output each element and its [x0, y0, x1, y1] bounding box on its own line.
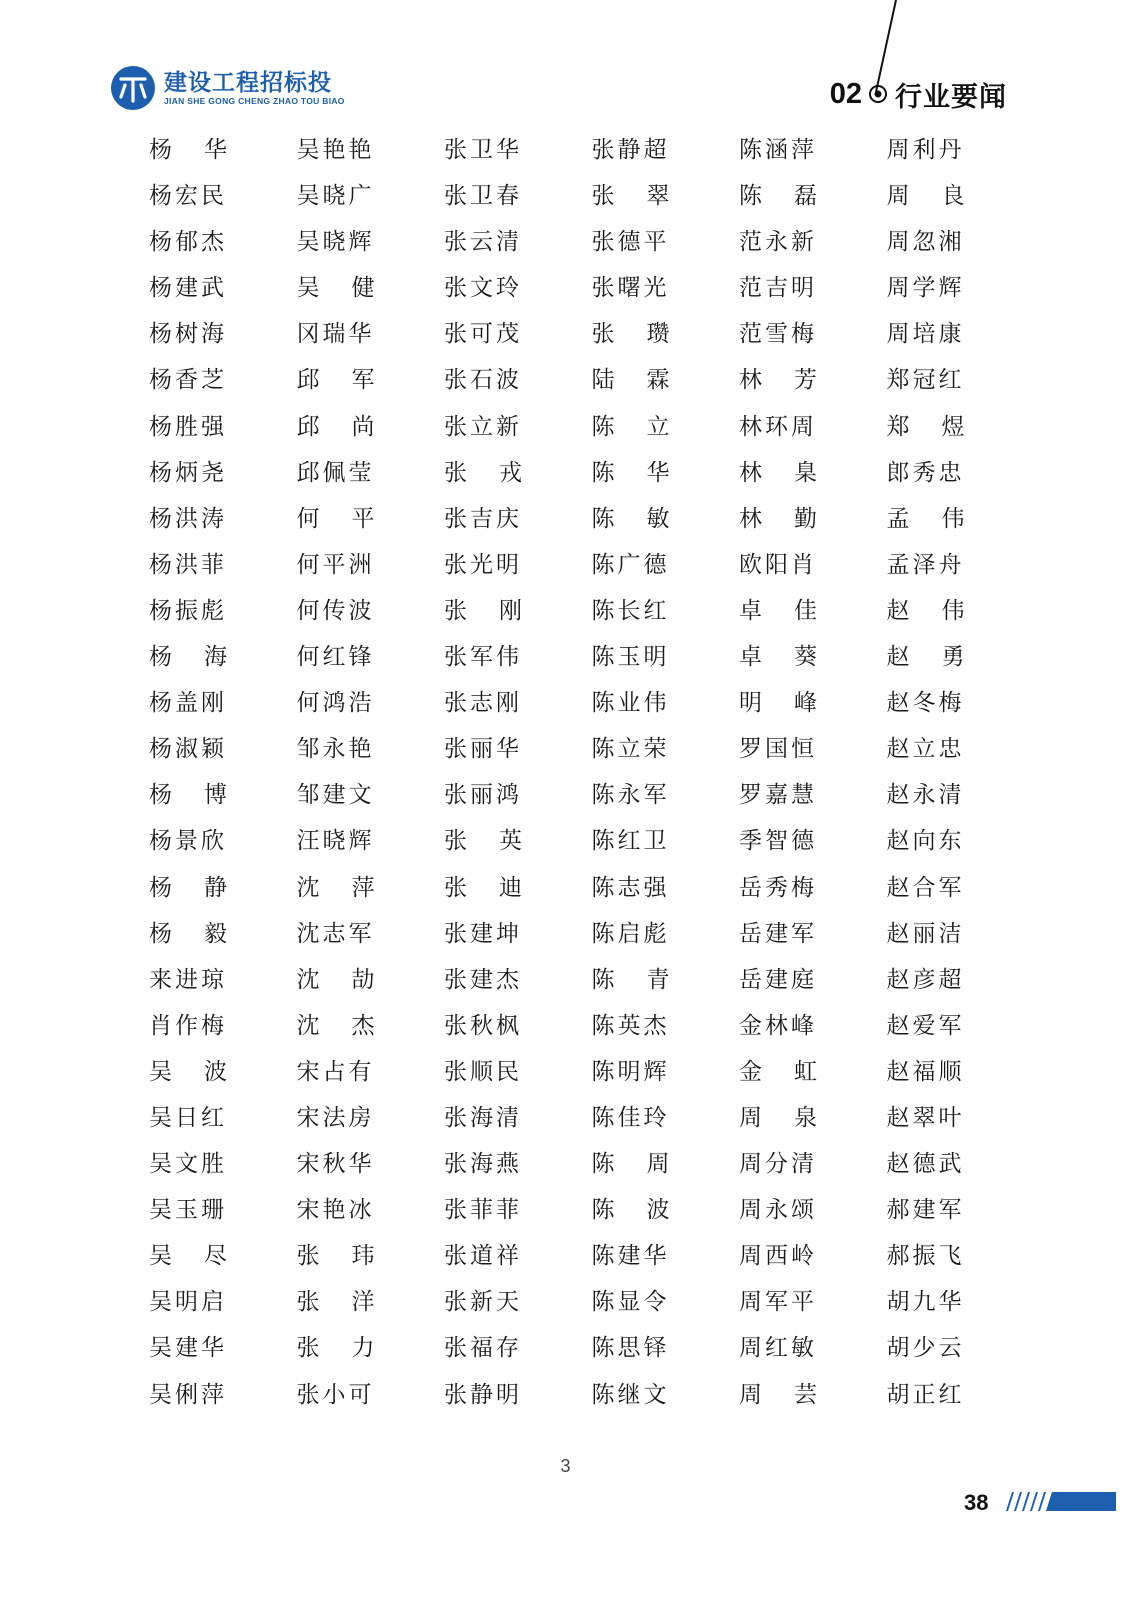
name-cell: 张建杰 [444, 966, 522, 993]
brand-name-cn: 建设工程招标投 [164, 70, 332, 96]
name-cell: 杨淑颖 [149, 736, 227, 763]
name-cell: 周军平 [739, 1289, 817, 1316]
name-cell: 陈长红 [591, 597, 670, 624]
name-cell: 邹建文 [296, 782, 375, 809]
name-cell: 欧阳肖 [739, 551, 817, 578]
name-cell: 赵彦超 [886, 966, 965, 993]
name-cell: 陈 磊 [739, 183, 817, 210]
name-cell: 吴 波 [149, 1058, 227, 1085]
name-cell: 何鸿浩 [296, 690, 375, 717]
name-cell: 陈继文 [591, 1381, 670, 1408]
name-cell: 陈思铎 [591, 1335, 670, 1362]
name-cell: 陈建华 [591, 1243, 670, 1270]
name-cell: 汪晓辉 [296, 828, 375, 855]
name-cell: 张 英 [444, 828, 522, 855]
section-title: 行业要闻 [895, 81, 1007, 113]
name-cell: 宋秋华 [296, 1151, 375, 1178]
name-cell: 周分清 [739, 1151, 817, 1178]
brand-header [110, 64, 345, 112]
name-cell: 范雪梅 [739, 321, 817, 348]
name-cell: 邱 军 [296, 367, 375, 394]
sub-page-number: 3 [560, 1456, 571, 1476]
name-cell: 周 泉 [739, 1104, 817, 1131]
name-cell: 张卫华 [444, 137, 522, 163]
name-cell: 陈佳玲 [591, 1104, 670, 1131]
name-cell: 郝振飞 [886, 1243, 965, 1270]
name-cell: 吴玉珊 [149, 1197, 227, 1224]
name-cell: 张丽鸿 [444, 782, 522, 809]
name-cell: 陈红卫 [591, 828, 670, 855]
name-cell: 赵 勇 [886, 644, 965, 671]
name-cell: 张顺民 [444, 1058, 522, 1085]
name-cell: 邹永艳 [296, 736, 375, 763]
name-cell: 陈广德 [591, 551, 670, 578]
name-cell: 何红锋 [296, 644, 375, 671]
name-cell: 张曙光 [591, 275, 670, 302]
name-cell: 来进琼 [149, 966, 227, 993]
name-cell: 陈 波 [591, 1197, 670, 1224]
name-cell: 罗嘉慧 [739, 782, 817, 809]
name-cell: 林 臬 [739, 459, 817, 486]
name-cell: 张 瓒 [591, 321, 670, 348]
name-cell: 张福存 [444, 1335, 522, 1362]
name-cell: 杨洪涛 [149, 505, 227, 532]
name-cell: 郝建军 [886, 1197, 965, 1224]
name-cell: 张丽华 [444, 736, 522, 763]
name-cell: 张海燕 [444, 1151, 522, 1178]
name-cell: 冈瑞华 [296, 321, 375, 348]
name-cell: 张静明 [444, 1381, 522, 1408]
name-cell: 宋艳冰 [296, 1197, 375, 1224]
name-cell: 张 戎 [444, 459, 522, 486]
name-cell: 张 迪 [444, 874, 522, 901]
name-cell: 周 良 [886, 183, 965, 210]
name-cell: 陈显令 [591, 1289, 670, 1316]
name-cell: 陈 华 [591, 459, 670, 486]
name-cell: 周学辉 [886, 275, 965, 302]
name-cell: 宋法房 [296, 1104, 375, 1131]
name-cell: 邱 尚 [296, 413, 375, 440]
name-cell: 赵向东 [886, 828, 965, 855]
name-cell: 赵立忠 [886, 736, 965, 763]
section-number: 02 [829, 77, 862, 110]
name-cell: 孟 伟 [886, 505, 965, 532]
name-cell: 岳建军 [739, 920, 817, 947]
name-cell: 金林峰 [739, 1012, 817, 1039]
name-cell: 杨 海 [149, 644, 227, 671]
name-cell: 周永颂 [739, 1197, 817, 1224]
footer-stripe-bar [996, 1491, 1116, 1513]
name-cell: 罗国恒 [739, 736, 817, 763]
name-cell: 陈英杰 [591, 1012, 670, 1039]
name-cell: 张 刚 [444, 597, 522, 624]
name-cell: 杨 静 [149, 874, 227, 901]
name-cell: 陈 周 [591, 1151, 670, 1178]
name-cell: 沈 萍 [296, 874, 375, 901]
page-number: 38 [964, 1490, 989, 1515]
name-cell: 范吉明 [739, 275, 817, 302]
name-cell: 岳秀梅 [739, 874, 817, 901]
name-cell: 明 峰 [739, 690, 817, 717]
name-cell: 赵翠叶 [886, 1104, 965, 1131]
name-cell: 赵冬梅 [886, 690, 965, 717]
name-cell: 杨 华 [149, 137, 227, 163]
name-cell: 季智德 [739, 828, 817, 855]
name-cell: 宋占有 [296, 1058, 375, 1085]
name-cell: 吴晓广 [296, 183, 375, 210]
name-cell: 张云清 [444, 229, 522, 256]
name-cell: 赵丽洁 [886, 920, 965, 947]
name-cell: 张菲菲 [444, 1197, 522, 1224]
name-cell: 杨 毅 [149, 920, 227, 947]
name-cell: 张立新 [444, 413, 522, 440]
name-cell: 陈志强 [591, 874, 670, 901]
name-cell: 邱佩莹 [296, 459, 375, 486]
name-cell: 周培康 [886, 321, 965, 348]
name-cell: 赵爱军 [886, 1012, 965, 1039]
name-cell: 陈 立 [591, 413, 670, 440]
name-cell: 陈玉明 [591, 644, 670, 671]
name-cell: 何平洲 [296, 551, 375, 578]
name-cell: 陈业伟 [591, 690, 670, 717]
name-cell: 张 力 [296, 1335, 375, 1362]
name-cell: 张道祥 [444, 1243, 522, 1270]
name-cell: 吴文胜 [149, 1151, 227, 1178]
name-cell: 吴明启 [149, 1289, 227, 1316]
name-cell: 林 勤 [739, 505, 817, 532]
name-cell: 杨振彪 [149, 597, 227, 624]
name-cell: 张 玮 [296, 1243, 375, 1270]
name-cell: 周 芸 [739, 1381, 817, 1408]
name-cell: 赵永清 [886, 782, 965, 809]
name-cell: 杨洪菲 [149, 551, 227, 578]
name-cell: 陈 青 [591, 966, 670, 993]
name-cell: 张德平 [591, 229, 670, 256]
name-cell: 范永新 [739, 229, 817, 256]
name-cell: 胡少云 [886, 1335, 965, 1362]
name-cell: 张光明 [444, 551, 522, 578]
name-cell: 何 平 [296, 505, 375, 532]
name-cell: 杨建武 [149, 275, 227, 302]
name-cell: 杨树海 [149, 321, 227, 348]
name-cell: 赵合军 [886, 874, 965, 901]
name-cell: 吴俐萍 [149, 1381, 227, 1408]
name-cell: 陈 敏 [591, 505, 670, 532]
brand-logo-icon [110, 65, 156, 111]
name-cell: 郎秀忠 [886, 459, 965, 486]
name-cell: 陈永军 [591, 782, 670, 809]
name-cell: 郑 煜 [886, 413, 965, 440]
name-cell: 肖作梅 [149, 1012, 227, 1039]
name-cell: 吴 尽 [149, 1243, 227, 1270]
name-cell: 杨胜强 [149, 413, 227, 440]
name-cell: 赵福顺 [886, 1058, 965, 1085]
name-cell: 杨炳尧 [149, 459, 227, 486]
name-cell: 卓 佳 [739, 597, 817, 624]
name-cell: 张小可 [296, 1381, 375, 1408]
name-cell: 周利丹 [886, 137, 965, 163]
name-cell: 周忽湘 [886, 229, 965, 256]
name-cell: 沈 劼 [296, 966, 375, 993]
name-cell: 张石波 [444, 367, 522, 394]
name-cell: 杨宏民 [149, 183, 227, 210]
name-cell: 林环周 [739, 413, 817, 440]
name-list [149, 127, 979, 1418]
name-cell: 何传波 [296, 597, 375, 624]
name-cell: 吴 健 [296, 275, 375, 302]
name-cell: 杨香芝 [149, 367, 227, 394]
name-cell: 沈 杰 [296, 1012, 375, 1039]
name-cell: 杨盖刚 [149, 690, 227, 717]
name-cell: 杨 博 [149, 782, 227, 809]
name-cell: 陈启彪 [591, 920, 670, 947]
name-cell: 吴建华 [149, 1335, 227, 1362]
name-cell: 张 翠 [591, 183, 670, 210]
name-cell: 陆 霖 [591, 367, 670, 394]
name-cell: 郑冠红 [886, 367, 965, 394]
name-cell: 赵 伟 [886, 597, 965, 624]
name-cell: 张军伟 [444, 644, 522, 671]
name-cell: 吴晓辉 [296, 229, 375, 256]
target-dot-icon [868, 84, 888, 104]
name-cell: 张文玲 [444, 275, 522, 302]
name-cell: 陈涵萍 [739, 137, 817, 163]
name-cell: 卓 葵 [739, 644, 817, 671]
name-cell: 张建坤 [444, 920, 522, 947]
name-cell: 胡九华 [886, 1289, 965, 1316]
name-cell: 陈明辉 [591, 1058, 670, 1085]
name-cell: 张静超 [591, 137, 670, 163]
name-cell: 胡正红 [886, 1381, 965, 1408]
name-cell: 陈立荣 [591, 736, 670, 763]
name-cell: 杨景欣 [149, 828, 227, 855]
name-cell: 沈志军 [296, 920, 375, 947]
name-cell: 岳建庭 [739, 966, 817, 993]
name-cell: 林 芳 [739, 367, 817, 394]
brand-name-en: JIAN SHE GONG CHENG ZHAO TOU BIAO [164, 96, 345, 106]
name-cell: 吴艳艳 [296, 137, 375, 163]
name-cell: 张 洋 [296, 1289, 375, 1316]
name-cell: 张秋枫 [444, 1012, 522, 1039]
name-cell: 吴日红 [149, 1104, 227, 1131]
name-cell: 孟泽舟 [886, 551, 965, 578]
name-cell: 张新天 [444, 1289, 522, 1316]
name-cell: 张卫春 [444, 183, 522, 210]
name-cell: 张可茂 [444, 321, 522, 348]
name-cell: 张吉庆 [444, 505, 522, 532]
name-cell: 张海清 [444, 1104, 522, 1131]
name-cell: 张志刚 [444, 690, 522, 717]
name-cell: 周西岭 [739, 1243, 817, 1270]
name-cell: 杨郁杰 [149, 229, 227, 256]
name-cell: 周红敏 [739, 1335, 817, 1362]
name-cell: 赵德武 [886, 1151, 965, 1178]
name-cell: 金 虹 [739, 1058, 817, 1085]
section-header [830, 74, 1007, 114]
